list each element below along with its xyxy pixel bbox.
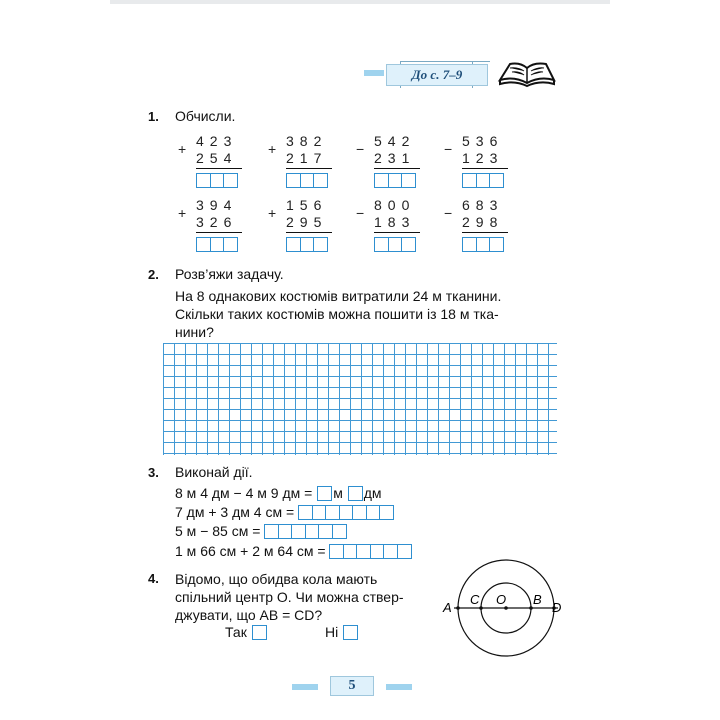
sum-line	[196, 232, 242, 233]
answer-cells[interactable]	[298, 505, 393, 523]
checkbox-no[interactable]	[343, 625, 358, 640]
option-yes	[225, 624, 268, 640]
label-c: C	[470, 592, 480, 607]
answer-cells[interactable]	[264, 524, 345, 542]
answer-cell[interactable]	[313, 173, 328, 188]
open-book-icon	[496, 58, 558, 88]
answer-cell[interactable]	[223, 237, 238, 252]
top-number: 156	[286, 197, 328, 213]
bottom-number: 183	[374, 214, 416, 230]
top-number: 542	[374, 133, 416, 149]
expression-text: 5 м − 85 см =	[175, 523, 261, 539]
point-c	[479, 606, 483, 610]
expression-text: 1 м 66 см + 2 м 64 см =	[175, 543, 326, 559]
answer-cells[interactable]	[329, 544, 410, 562]
answer-cell[interactable]	[401, 173, 416, 188]
answer-box[interactable]	[317, 486, 332, 501]
option-label: Ні	[325, 624, 339, 640]
operation-sign: −	[444, 205, 453, 221]
expression-row	[175, 523, 345, 542]
expression-row	[175, 485, 382, 501]
problem-line: На 8 однакових костюмів витратили 24 м тканини.	[175, 288, 502, 304]
checkbox-yes[interactable]	[252, 625, 267, 640]
operation-sign: −	[444, 141, 453, 157]
expression-row	[175, 504, 393, 523]
label-d: D	[552, 600, 562, 615]
answer-cell[interactable]	[489, 237, 504, 252]
question-text	[175, 570, 437, 624]
answer-cells[interactable]	[286, 237, 327, 252]
operation-sign: +	[178, 205, 187, 221]
task-number: 2.	[148, 267, 159, 282]
label-b: B	[533, 592, 542, 607]
answer-cell[interactable]	[489, 173, 504, 188]
problem-line: Скільки таких костюмів можна пошити із 18 м тка-	[175, 306, 499, 322]
answer-cell[interactable]	[397, 544, 412, 559]
question-line: джувати, що AB = CD?	[175, 607, 323, 623]
column-exercise	[268, 133, 338, 189]
operation-sign: +	[268, 141, 277, 157]
sum-line	[374, 168, 420, 169]
task-title: Виконай дії.	[175, 464, 253, 480]
operation-sign: −	[356, 205, 365, 221]
problem-text	[175, 287, 565, 341]
expression-text: 8 м 4 дм − 4 м 9 дм =	[175, 485, 313, 501]
column-exercise	[178, 197, 248, 253]
task-number: 1.	[148, 109, 159, 124]
answer-box[interactable]	[348, 486, 363, 501]
column-exercise	[444, 197, 514, 253]
operation-sign: −	[356, 141, 365, 157]
question-line: Відомо, що обидва кола мають	[175, 571, 378, 587]
column-exercise	[268, 197, 338, 253]
expression-row	[175, 543, 410, 562]
top-number: 394	[196, 197, 238, 213]
label-a: A	[443, 600, 452, 615]
operation-sign: +	[178, 141, 187, 157]
answer-cell[interactable]	[332, 524, 347, 539]
sum-line	[462, 232, 508, 233]
top-edge-line	[110, 0, 610, 4]
page-number: 5	[348, 678, 356, 693]
unit-label: дм	[363, 485, 382, 501]
bottom-number: 254	[196, 150, 238, 166]
top-number: 683	[462, 197, 504, 213]
question-line: спільний центр O. Чи можна ствер-	[175, 589, 404, 605]
column-exercise	[178, 133, 248, 189]
footer-band	[292, 684, 318, 690]
answer-cells[interactable]	[196, 237, 237, 252]
option-no	[325, 624, 359, 640]
top-number: 382	[286, 133, 328, 149]
point-a	[456, 606, 460, 610]
answer-cells[interactable]	[374, 173, 415, 188]
header-band	[364, 70, 384, 76]
bottom-number: 231	[374, 150, 416, 166]
top-number: 536	[462, 133, 504, 149]
answer-cell[interactable]	[401, 237, 416, 252]
answer-cells[interactable]	[196, 173, 237, 188]
column-exercise	[356, 133, 426, 189]
sum-line	[462, 168, 508, 169]
sum-line	[374, 232, 420, 233]
column-exercise	[356, 197, 426, 253]
bottom-number: 326	[196, 214, 238, 230]
answer-cell[interactable]	[379, 505, 394, 520]
top-number: 423	[196, 133, 238, 149]
top-number: 800	[374, 197, 416, 213]
label-o: O	[496, 592, 507, 607]
bottom-number: 217	[286, 150, 328, 166]
bottom-number: 295	[286, 214, 328, 230]
answer-cell[interactable]	[313, 237, 328, 252]
bottom-number: 123	[462, 150, 504, 166]
bottom-number: 298	[462, 214, 504, 230]
answer-cells[interactable]	[286, 173, 327, 188]
option-label: Так	[225, 624, 247, 640]
column-exercise	[444, 133, 514, 189]
sum-line	[286, 168, 332, 169]
task-number: 3.	[148, 465, 159, 480]
page-number-box	[330, 676, 374, 696]
task-number: 4.	[148, 571, 159, 586]
task-title: Розв’яжи задачу.	[175, 266, 284, 282]
answer-cells[interactable]	[374, 237, 415, 252]
problem-line: нини?	[175, 324, 214, 340]
answer-cell[interactable]	[223, 173, 238, 188]
solution-grid[interactable]	[163, 343, 557, 455]
footer-band	[386, 684, 412, 690]
unit-label: м	[333, 485, 343, 501]
answer-cells[interactable]	[462, 237, 503, 252]
expression-text: 7 дм + 3 дм 4 см =	[175, 504, 295, 520]
concentric-circles-diagram	[440, 558, 564, 658]
header-rule	[400, 61, 490, 62]
answer-cells[interactable]	[462, 173, 503, 188]
header-reference-text: До с. 7–9	[411, 67, 463, 82]
sum-line	[196, 168, 242, 169]
operation-sign: +	[268, 205, 277, 221]
sum-line	[286, 232, 332, 233]
task-title: Обчисли.	[175, 108, 236, 124]
header-reference	[386, 64, 488, 86]
